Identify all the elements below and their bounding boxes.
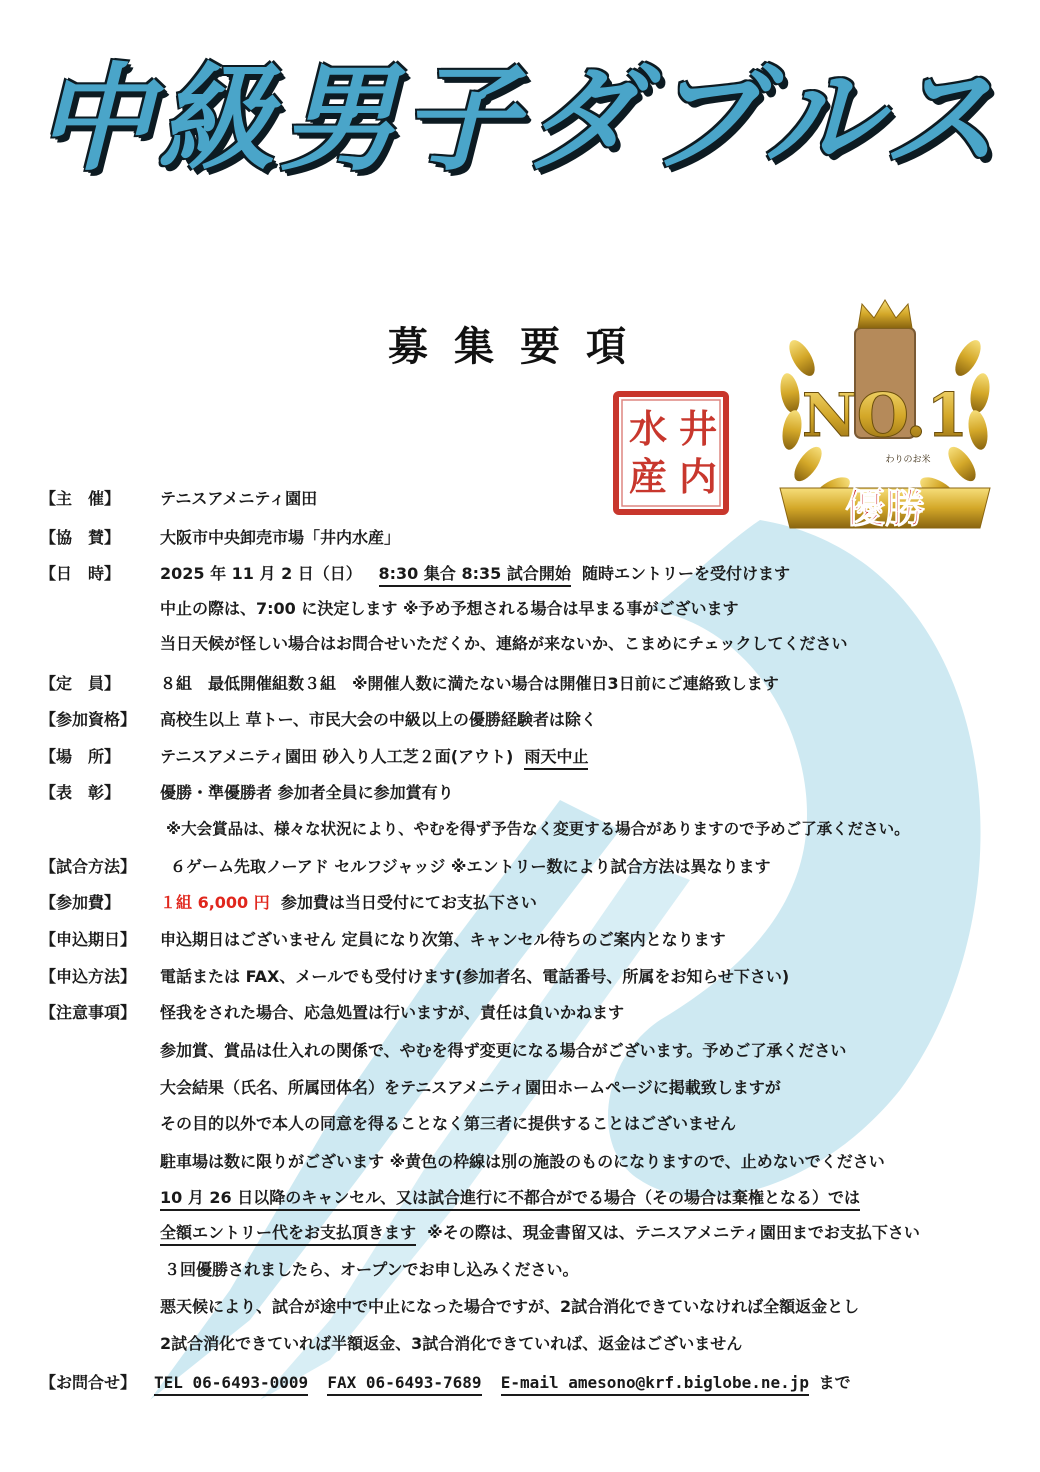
notes-line-9: ３回優勝されましたら、オープンでお申し込みください。 bbox=[164, 1260, 579, 1279]
notes-line-2: 参加賞、賞品は仕入れの関係で、やむを得ず変更になる場合がございます。予めご了承ください bbox=[160, 1041, 847, 1060]
badge-no1-text: NO.1 bbox=[801, 381, 969, 451]
event-date: 2025 年 11 月 2 日（日） bbox=[160, 564, 362, 583]
full-fee-note: 全額エントリー代をお支払頂きます bbox=[160, 1223, 416, 1246]
eligibility-value: 高校生以上 草トー、市民大会の中級以上の優勝経験者は除く bbox=[160, 710, 597, 729]
cancel-decision-text: 中止の際は、7:00 に決定します ※予め予想される場合は早まる事がございます bbox=[160, 599, 739, 618]
notes-line-11: 2試合消化できていれば半額返金、3試合消化できていれば、返金はございません bbox=[160, 1334, 743, 1353]
deadline-value: 申込期日はございません 定員になり次第、キャンセル待ちのご案内となります bbox=[160, 930, 726, 949]
sponsor-value: 大阪市中央卸売市場「井内水産」 bbox=[160, 528, 401, 547]
seal-char-4: 産 bbox=[628, 454, 668, 499]
notes-line-4: その目的以外で本人の同意を得ることなく第三者に提供することはございません bbox=[160, 1114, 737, 1133]
page-title: 中級男子ダブルス bbox=[36, 52, 1004, 187]
page-subtitle: 募集要項 bbox=[388, 324, 652, 370]
payment-method-note: ※その際は、現金書留又は、テニスアメニティ園田までお支払下さい bbox=[427, 1223, 920, 1242]
contact-suffix: まで bbox=[818, 1373, 851, 1392]
deadline-label: 【申込期日】 bbox=[40, 930, 137, 949]
contact-fax: FAX 06-6493-7689 bbox=[327, 1373, 481, 1396]
fee-payment-note: 参加費は当日受付にてお支払下さい bbox=[280, 893, 537, 912]
weather-check-text: 当日天候が怪しい場合はお問合せいただくか、連絡が来ないか、こまめにチェックしてください bbox=[160, 634, 848, 653]
award-value: 優勝・準優勝者 参加者全員に参加賞有り bbox=[160, 783, 454, 802]
seal-char-3: 水 bbox=[628, 406, 668, 451]
method-value: 電話または FAX、メールでも受付けます(参加者名、電話番号、所属をお知らせ下さい) bbox=[160, 967, 790, 986]
datetime-label: 【日 時】 bbox=[40, 564, 121, 583]
fee-label: 【参加費】 bbox=[40, 893, 121, 912]
notes-line-5: 駐車場は数に限りがございます ※黄色の枠線は別の施設のものになりますので、止めないでください bbox=[160, 1152, 885, 1171]
contact-email[interactable]: E-mail amesono@krf.biglobe.ne.jp bbox=[501, 1373, 809, 1396]
prize-change-note: ※大会賞品は、様々な状況により、やむを得ず予告なく変更する場合がありますので予めご了承ください。 bbox=[166, 820, 910, 838]
badge-caption-text: 優勝 bbox=[845, 485, 925, 532]
notes-line-7 bbox=[160, 1222, 920, 1244]
organizer-label: 【主 催】 bbox=[40, 489, 121, 508]
format-label: 【試合方法】 bbox=[40, 857, 137, 876]
event-time: 8:30 集合 8:35 試合開始 bbox=[379, 564, 571, 587]
format-value: ６ゲーム先取ノーアド セルフジャッジ ※エントリー数により試合方法は異なります bbox=[170, 857, 771, 876]
seal-char-2: 内 bbox=[678, 454, 718, 499]
notes-line-10: 悪天候により、試合が途中で中止になった場合ですが、2試合消化できていなければ全額返金とし bbox=[160, 1297, 860, 1316]
sponsor-label: 【協 賛】 bbox=[40, 528, 121, 547]
seal-char-1: 井 bbox=[678, 406, 718, 451]
entry-note: 随時エントリーを受付けます bbox=[581, 564, 790, 583]
notes-label: 【注意事項】 bbox=[40, 1003, 137, 1022]
notes-line-3: 大会結果（氏名、所属団体名）をテニスアメニティ園田ホームページに掲載致しますが bbox=[160, 1078, 781, 1097]
capacity-label: 【定 員】 bbox=[40, 674, 121, 693]
method-label: 【申込方法】 bbox=[40, 967, 137, 986]
organizer-value: テニスアメニティ園田 bbox=[160, 489, 318, 508]
notes-line-6: 10 月 26 日以降のキャンセル、又は試合進行に不都合がでる場合（その場合は棄権となる）では bbox=[160, 1187, 860, 1209]
eligibility-label: 【参加資格】 bbox=[40, 710, 137, 729]
venue-value: テニスアメニティ園田 砂入り人工芝２面(アウト) bbox=[160, 747, 514, 766]
contact-tel: TEL 06-6493-0009 bbox=[154, 1373, 308, 1396]
capacity-value: ８組 最低開催組数３組 ※開催人数に満たない場合は開催日3日前にご連絡致します bbox=[160, 674, 779, 693]
notes-line-1: 怪我をされた場合、応急処置は行いますが、責任は負いかねます bbox=[160, 1003, 625, 1022]
venue-label: 【場 所】 bbox=[40, 747, 121, 766]
contact-label: 【お問合せ】 bbox=[40, 1373, 137, 1392]
award-label: 【表 彰】 bbox=[40, 783, 121, 802]
fee-amount: １組 6,000 円 bbox=[160, 893, 270, 912]
rain-cancel-note: 雨天中止 bbox=[524, 747, 588, 770]
badge-note-text: わりのお米 bbox=[885, 455, 931, 465]
